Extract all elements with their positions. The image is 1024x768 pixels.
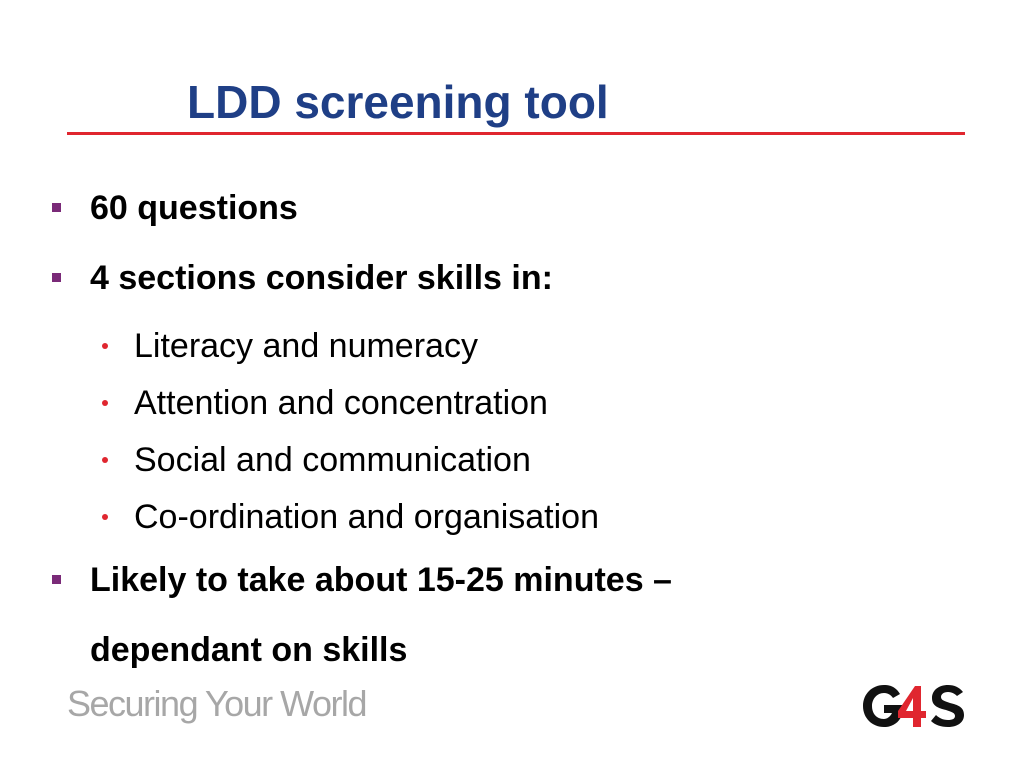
slide-title: LDD screening tool: [187, 76, 609, 128]
bullet-text: Likely to take about 15-25 minutes –: [90, 561, 672, 599]
sub-bullet-text: Attention and concentration: [134, 384, 548, 422]
g4s-logo-icon: [860, 680, 968, 732]
logo-4-shape: [898, 686, 926, 727]
square-bullet-icon: [52, 203, 61, 212]
footer-tagline: Securing Your World: [67, 683, 367, 724]
logo-s-shape: [931, 685, 964, 727]
dot-bullet-icon: [102, 514, 108, 520]
square-bullet-icon: [52, 273, 61, 282]
bullet-text: 4 sections consider skills in:: [90, 259, 553, 297]
square-bullet-icon: [52, 575, 61, 584]
logo-g-shape: [863, 685, 902, 727]
sub-bullet-text: Literacy and numeracy: [134, 327, 478, 365]
dot-bullet-icon: [102, 343, 108, 349]
dot-bullet-icon: [102, 400, 108, 406]
bullet-text: 60 questions: [90, 189, 298, 227]
dot-bullet-icon: [102, 457, 108, 463]
sub-bullet-text: Co-ordination and organisation: [134, 498, 599, 536]
title-underline: [67, 132, 965, 135]
bullet-text-continuation: dependant on skills: [90, 631, 408, 669]
sub-bullet-text: Social and communication: [134, 441, 531, 479]
